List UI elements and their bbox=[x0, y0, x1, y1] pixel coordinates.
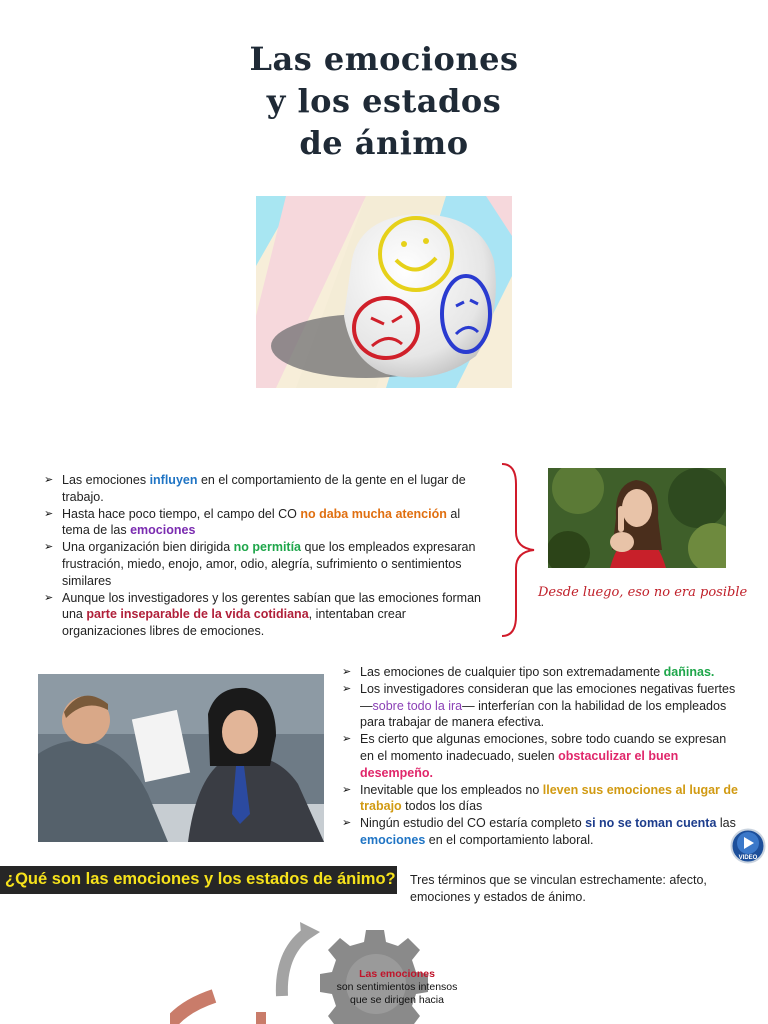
emotions-influence-list bbox=[44, 472, 484, 640]
list-item: ➢ Los investigadores consideran que las emociones negativas fuertes —sobre todo la ira— interferían con la habilidad de los empleados para trabajar de manera efectiva. bbox=[342, 681, 738, 731]
list-item: ➢ Inevitable que los empleados no lleven sus emociones al lugar de trabajo todos los días bbox=[342, 782, 738, 816]
list-item: ➢ Es cierto que algunas emociones, sobre todo cuando se expresan en el momento inadecuado, suelen obstaculizar el buen desempeño. bbox=[342, 731, 738, 781]
list-item: ➢ Una organización bien dirigida no permitía que los empleados expresaran frustración, miedo, enojo, amor, odio, alegría, sufrimiento o sentimientos similares bbox=[44, 539, 484, 589]
emotion-dice-image bbox=[256, 196, 512, 388]
office-fight-photo bbox=[38, 674, 324, 842]
video-play-button[interactable] bbox=[730, 828, 766, 864]
three-terms-text: Tres términos que se vinculan estrechamente: afecto, emociones y estados de ánimo. bbox=[410, 873, 707, 904]
list-item: ➢ Ningún estudio del CO estaría completo si no se toman cuenta las emociones en el comportamiento laboral. bbox=[342, 815, 738, 849]
gear-description: son sentimientos intensos que se dirigen hacia bbox=[336, 981, 458, 1006]
page-title bbox=[0, 38, 768, 164]
speech-caption: Desde luego, eso no era posible bbox=[538, 585, 748, 600]
video-label: VIDEO bbox=[738, 855, 758, 861]
title-line-3: de ánimo bbox=[299, 124, 469, 162]
gear-title: Las emociones bbox=[359, 968, 435, 980]
gear-caption bbox=[336, 968, 458, 1007]
play-icon bbox=[730, 828, 766, 864]
woman-gesture-photo bbox=[548, 468, 726, 568]
title-line-1: Las emociones bbox=[249, 40, 519, 78]
title-line-2: y los estados bbox=[266, 82, 502, 120]
list-item: ➢ Las emociones de cualquier tipo son extremadamente dañinas. bbox=[342, 664, 738, 681]
curly-brace bbox=[498, 462, 538, 638]
question-banner: ¿Qué son las emociones y los estados de ánimo? bbox=[0, 866, 397, 894]
list-item: ➢ Las emociones influyen en el comportamiento de la gente en el lugar de trabajo. bbox=[44, 472, 484, 506]
list-item: ➢ Hasta hace poco tiempo, el campo del CO no daba mucha atención al tema de las emociones bbox=[44, 506, 484, 540]
list-item: ➢ Aunque los investigadores y los gerentes sabían que las emociones forman una parte inseparable de la vida cotidiana, intentaban crear organizaciones libres de emociones. bbox=[44, 590, 484, 640]
negative-emotions-list bbox=[342, 664, 738, 849]
